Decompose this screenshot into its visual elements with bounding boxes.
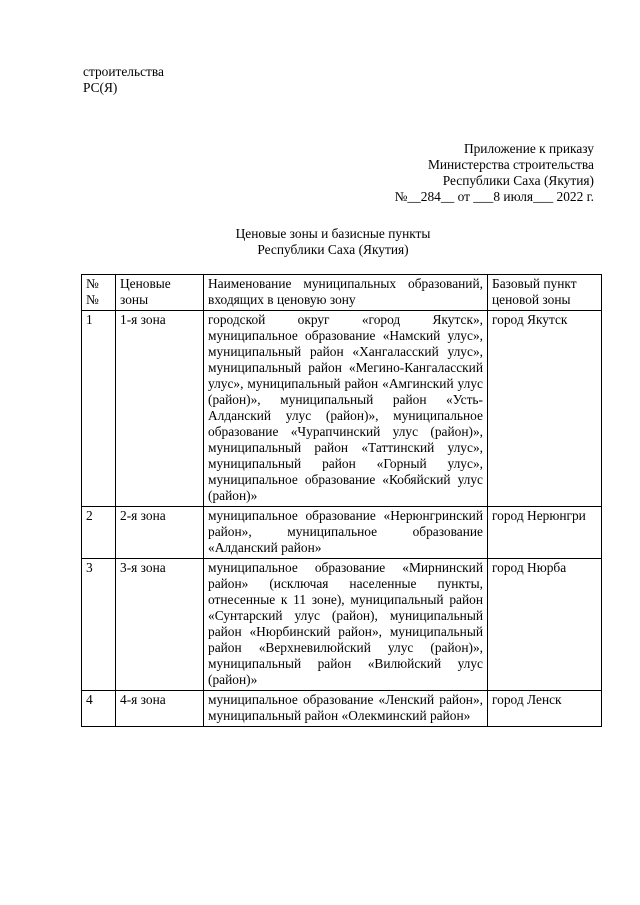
table-row <box>82 559 602 691</box>
header-left-line: РС(Я) <box>83 80 118 95</box>
cell-zone: 2-я зона <box>116 507 204 559</box>
appendix-line: Министерства строительства <box>427 157 594 172</box>
cell-num: 4 <box>82 691 116 727</box>
cell-base: город Нерюнгри <box>488 507 602 559</box>
header-zone: Ценовые зоны <box>116 275 204 311</box>
header-num: №№ <box>82 275 116 311</box>
cell-name: муниципальное образование «Мирнинский район» (исключая населенные пункты, отнесенные к 11 зоне), муниципальный район «Сунтарский улус (район), муниципальный район «Нюрбинский район», муниципальный район «Верхневилюйский улус (район)», муниципальный район «Вилюйский улус (район)» <box>204 559 488 691</box>
table-row <box>82 507 602 559</box>
cell-base: город Ленск <box>488 691 602 727</box>
appendix-line: №__284__ от ___8 июля___ 2022 г. <box>394 189 594 204</box>
table-header-row <box>82 275 602 311</box>
table-row <box>82 311 602 507</box>
appendix-line: Приложение к приказу <box>463 141 594 156</box>
document-title <box>0 226 640 258</box>
cell-zone: 3-я зона <box>116 559 204 691</box>
header-left-block <box>83 64 164 96</box>
cell-num: 1 <box>82 311 116 507</box>
title-line: Республики Саха (Якутия) <box>257 242 409 257</box>
table-row <box>82 691 602 727</box>
cell-zone: 1-я зона <box>116 311 204 507</box>
cell-name: муниципальное образование «Ленский район», муниципальный район «Олекминский район» <box>204 691 488 727</box>
header-base: Базовый пункт ценовой зоны <box>488 275 602 311</box>
cell-name: городской округ «город Якутск», муниципальное образование «Намский улус», муниципальный район «Хангаласский улус», муниципальный район «Мегино-Кангаласский улус», муниципальный район «Амгинский улус (район)», муниципальный район «Усть-Алданский улус (район)», муниципальное образование «Чурапчинский улус (район)», муниципальный район «Таттинский улус», муниципальный район «Горный улус», муниципальное образование «Кобяйский улус (район)» <box>204 311 488 507</box>
cell-zone: 4-я зона <box>116 691 204 727</box>
cell-num: 3 <box>82 559 116 691</box>
header-name: Наименование муниципальных образований, входящих в ценовую зону <box>204 275 488 311</box>
cell-base: город Якутск <box>488 311 602 507</box>
title-line: Ценовые зоны и базисные пункты <box>235 226 431 241</box>
price-zones-table <box>81 274 602 727</box>
appendix-line: Республики Саха (Якутия) <box>442 173 594 188</box>
cell-num: 2 <box>82 507 116 559</box>
header-left-line: строительства <box>83 64 164 79</box>
cell-base: город Нюрба <box>488 559 602 691</box>
appendix-block <box>395 141 594 205</box>
cell-name: муниципальное образование «Нерюнгринский район», муниципальное образование «Алданский район» <box>204 507 488 559</box>
